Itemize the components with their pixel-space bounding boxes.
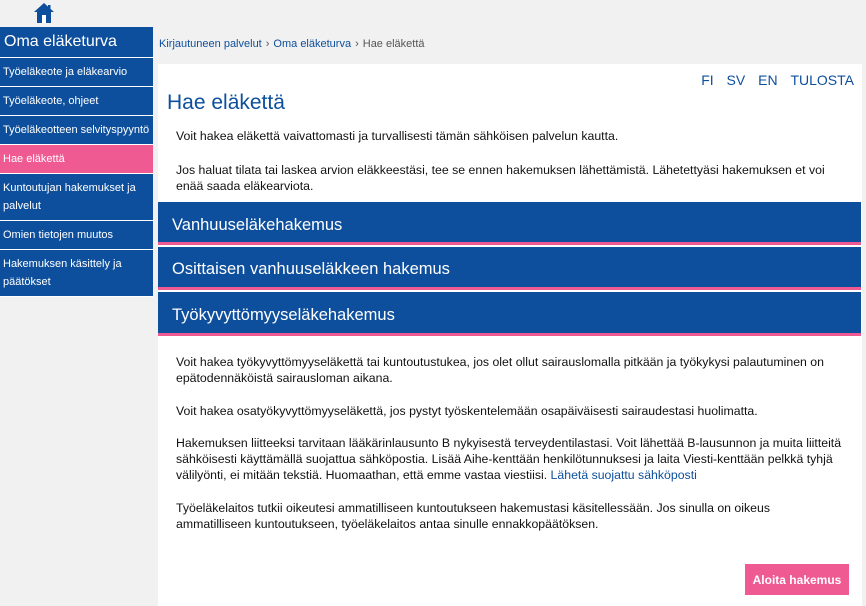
- home-icon[interactable]: [33, 2, 55, 24]
- print-link[interactable]: TULOSTA: [790, 72, 854, 88]
- breadcrumb-separator: ›: [265, 38, 270, 50]
- accordion-label: Työkyvyttömyyseläkehakemus: [172, 306, 395, 324]
- sidebar-title[interactable]: Oma eläketurva: [0, 27, 153, 58]
- sidebar-item-kuntoutujan-hakemukset[interactable]: Kuntoutujan hakemukset ja palvelut: [0, 174, 153, 221]
- intro-text-1: Voit hakea eläkettä vaivattomasti ja turvallisesti tämän sähköisen palvelun kautta.: [176, 129, 619, 143]
- accordion-osittainen-vanhuuselake[interactable]: [158, 247, 861, 290]
- breadcrumb-separator: ›: [355, 38, 359, 50]
- lang-sv-link[interactable]: SV: [726, 72, 746, 88]
- sidebar-item-hae-elaketta[interactable]: Hae eläkettä: [0, 145, 153, 174]
- sidebar-item-tyoelakeote-ja-elakearvio[interactable]: Työeläkeote ja eläkearvio: [0, 58, 153, 87]
- lang-en-link[interactable]: EN: [758, 72, 778, 88]
- sidebar-item-selvityspyynto[interactable]: Työeläkeotteen selvityspyyntö: [0, 116, 153, 145]
- start-application-button[interactable]: Aloita hakemus: [745, 564, 849, 595]
- accordion-tyokyvyttomyyselakehakemus[interactable]: [158, 292, 861, 336]
- breadcrumb-current: Hae eläkettä: [362, 38, 425, 50]
- main-content: [158, 64, 862, 606]
- sidebar-item-hakemuksen-kasittely[interactable]: Hakemuksen käsittely ja päätökset: [0, 250, 153, 297]
- breadcrumb-link-kirjautuneen-palvelut[interactable]: Kirjautuneen palvelut: [159, 38, 262, 50]
- sidebar-item-omien-tietojen-muutos[interactable]: Omien tietojen muutos: [0, 221, 153, 250]
- sidebar: [0, 27, 153, 297]
- body-text-3: [176, 435, 848, 483]
- breadcrumb-link-oma-elaketurva[interactable]: Oma eläketurva: [273, 38, 352, 50]
- body-text-4: Työeläkelaitos tutkii oikeutesi ammatilliseen kuntoutukseen hakemustasi käsitellessään. Jos sinulla on oikeus ammatilliseen kuntoutukseen, työeläkelaitos antaa sinulle ennakkopäätöksen.: [176, 501, 770, 531]
- language-bar: [692, 72, 854, 88]
- page-title: Hae eläkettä: [167, 91, 285, 114]
- body-text-3-content: Hakemuksen liitteeksi tarvitaan lääkärinlausunto B nykyisestä terveydentilastasi. Voit lähettää B-lausunnon ja muita liitteitä sähköisesti käyttämällä suojattua sähköpostia. Lisää Aihe-kenttään henkilötunnuksesi ja laita Viesti-kenttään pelkkä tyhjä välilyönti, ei mitään tekstiä. Huomaathan, että emme vastaa viestiisi.: [176, 436, 842, 482]
- sidebar-item-tyoelakeote-ohjeet[interactable]: Työeläkeote, ohjeet: [0, 87, 153, 116]
- lang-fi-link[interactable]: FI: [701, 72, 714, 88]
- body-text-2: Voit hakea osatyökyvyttömyyseläkettä, jos pystyt työskentelemään osapäiväisesti sairaudestasi huolimatta.: [176, 404, 758, 418]
- body-text-1: Voit hakea työkyvyttömyyseläkettä tai kuntoutustukea, jos olet ollut sairauslomalla pitkään ja työkykysi palautuminen on epätodennäköistä sairausloman aikana.: [176, 355, 824, 385]
- accordion-label: Vanhuuseläkehakemus: [172, 216, 343, 234]
- secure-email-link[interactable]: Lähetä suojattu sähköposti: [550, 468, 697, 482]
- accordion-vanhuuselakehakemus[interactable]: [158, 202, 861, 245]
- intro-text-2: Jos haluat tilata tai laskea arvion eläkkeestäsi, tee se ennen hakemuksen lähettämistä. Lähetettyäsi hakemuksen et voi enää saada eläkearviota.: [176, 163, 825, 193]
- breadcrumb: [159, 38, 425, 50]
- accordion-label: Osittaisen vanhuuseläkkeen hakemus: [172, 260, 450, 278]
